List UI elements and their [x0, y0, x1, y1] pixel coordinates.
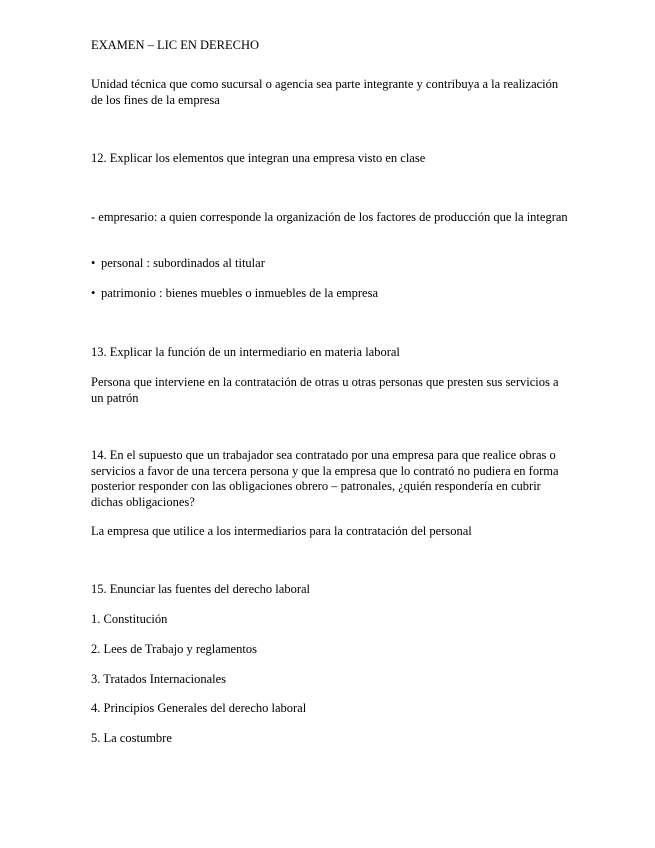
answer-12: - empresario: a quien corresponde la organización de los factores de producción que la integran — [91, 210, 568, 224]
answer-13: Persona que interviene en la contratación de otras u otras personas que presten sus servicios a un patrón — [91, 375, 559, 405]
bullet-symbol: • — [91, 256, 96, 270]
question-14: 14. En el supuesto que un trabajador sea contratado por una empresa para que realice obras o servicios a favor de una tercera persona y que la empresa que lo contrató no pudiera en forma posterior responder con las obligaciones obrero – patronales, ¿quién respondería en cubrir dichas obligaciones? — [91, 448, 559, 509]
source-item-1: 1. Constitución — [91, 612, 168, 626]
bullet-text: personal : subordinados al titular — [101, 256, 265, 270]
question-15: 15. Enunciar las fuentes del derecho laboral — [91, 582, 311, 596]
question-13: 13. Explicar la función de un intermediario en materia laboral — [91, 345, 400, 359]
document-title: EXAMEN – LIC EN DERECHO — [91, 38, 260, 52]
intro-answer: Unidad técnica que como sucursal o agencia sea parte integrante y contribuya a la realización de los fines de la empresa — [91, 77, 559, 107]
source-item-3: 3. Tratados Internacionales — [91, 672, 227, 686]
answer-12-bullet-2 — [91, 286, 571, 302]
question-12: 12. Explicar los elementos que integran una empresa visto en clase — [91, 151, 426, 165]
source-item-5: 5. La costumbre — [91, 731, 172, 745]
bullet-text: patrimonio : bienes muebles o inmuebles de la empresa — [101, 286, 379, 300]
answer-14: La empresa que utilice a los intermediarios para la contratación del personal — [91, 524, 472, 538]
source-item-2: 2. Lees de Trabajo y reglamentos — [91, 642, 257, 656]
source-item-4: 4. Principios Generales del derecho laboral — [91, 701, 307, 715]
answer-12-bullet-1 — [91, 256, 571, 272]
bullet-symbol: • — [91, 286, 96, 300]
